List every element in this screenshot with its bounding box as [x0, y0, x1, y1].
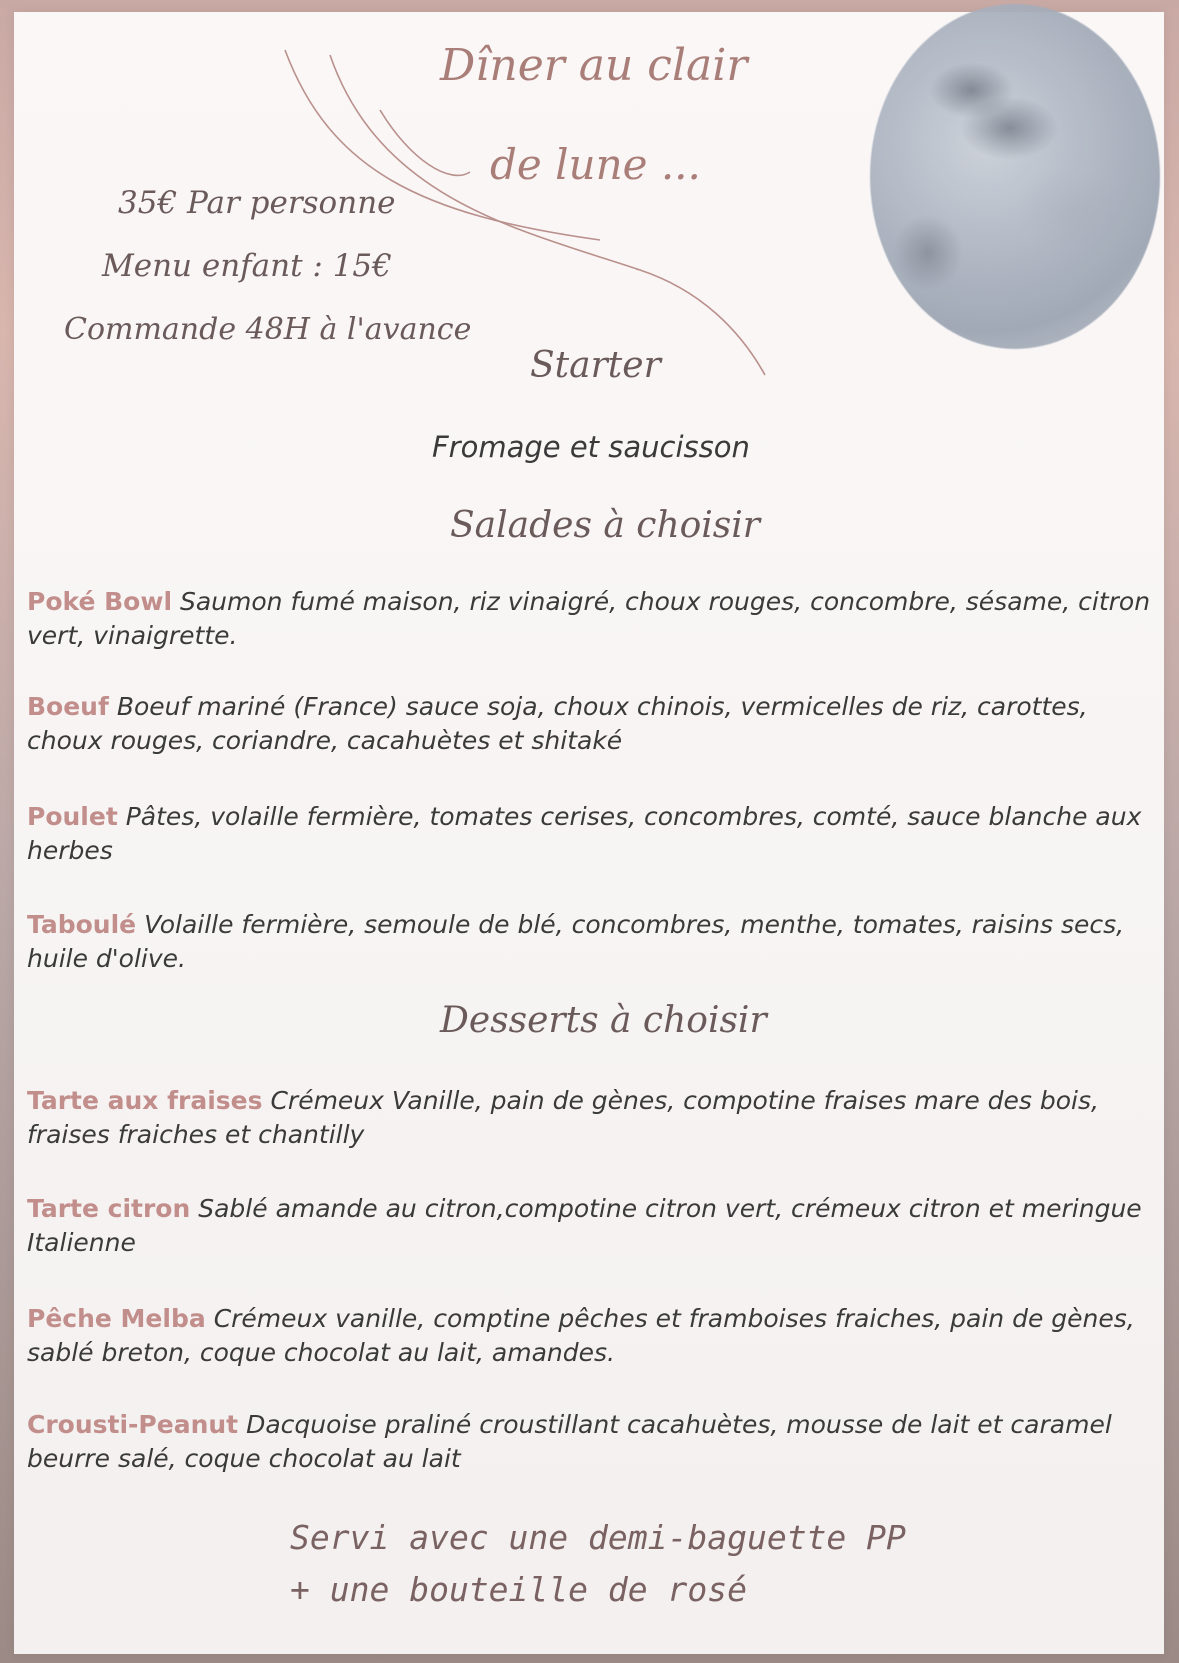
title-line-1: Dîner au clair — [440, 40, 748, 91]
list-item — [27, 800, 1152, 868]
list-item — [27, 1084, 1152, 1152]
item-description: Volaille fermière, semoule de blé, concombres, menthe, tomates, raisins secs, huile d'olive. — [27, 910, 1125, 973]
item-description: Pâtes, volaille fermière, tomates cerises, concombres, comté, sauce blanche aux herbes — [27, 802, 1142, 865]
kids-menu-price: Menu enfant : 15€ — [102, 248, 392, 284]
item-description: Saumon fumé maison, riz vinaigré, choux rouges, concombre, sésame, citron vert, vinaigrette. — [27, 587, 1151, 650]
price-per-person: 35€ Par personne — [118, 185, 396, 221]
list-item — [27, 1408, 1152, 1476]
list-item — [27, 1192, 1152, 1260]
item-name: Poké Bowl — [27, 587, 173, 616]
item-description: Sablé amande au citron,compotine citron vert, crémeux citron et meringue Italienne — [27, 1194, 1142, 1257]
item-description: Crémeux vanille, comptine pêches et framboises fraiches, pain de gènes, sablé breton, coque chocolat au lait, amandes. — [27, 1304, 1135, 1367]
item-description: Crémeux Vanille, pain de gènes, compotine fraises mare des bois, fraises fraiches et chantilly — [27, 1086, 1099, 1149]
item-name: Taboulé — [27, 910, 137, 939]
salads-heading: Salades à choisir — [450, 505, 761, 546]
item-description: Boeuf mariné (France) sauce soja, choux chinois, vermicelles de riz, carottes, choux rouges, coriandre, cacahuètes et shitaké — [27, 692, 1088, 755]
list-item — [27, 690, 1152, 758]
order-notice: Commande 48H à l'avance — [64, 312, 472, 347]
item-name: Crousti-Peanut — [27, 1410, 239, 1439]
desserts-heading: Desserts à choisir — [440, 1000, 767, 1041]
item-name: Poulet — [27, 802, 118, 831]
item-name: Tarte aux fraises — [27, 1086, 263, 1115]
title-line-2: de lune ... — [490, 140, 701, 189]
item-name: Pêche Melba — [27, 1304, 206, 1333]
item-name: Tarte citron — [27, 1194, 191, 1223]
item-description: Dacquoise praliné croustillant cacahuètes, mousse de lait et caramel beurre salé, coque chocolat au lait — [27, 1410, 1112, 1473]
footer-line-2: + une bouteille de rosé — [290, 1570, 747, 1609]
list-item — [27, 908, 1152, 976]
starter-heading: Starter — [530, 345, 661, 386]
list-item — [27, 585, 1152, 653]
curve-middle — [380, 110, 470, 175]
list-item — [27, 1302, 1152, 1370]
starter-item: Fromage et saucisson — [432, 430, 750, 464]
item-name: Boeuf — [27, 692, 109, 721]
footer-line-1: Servi avec une demi-baguette PP — [290, 1518, 906, 1557]
